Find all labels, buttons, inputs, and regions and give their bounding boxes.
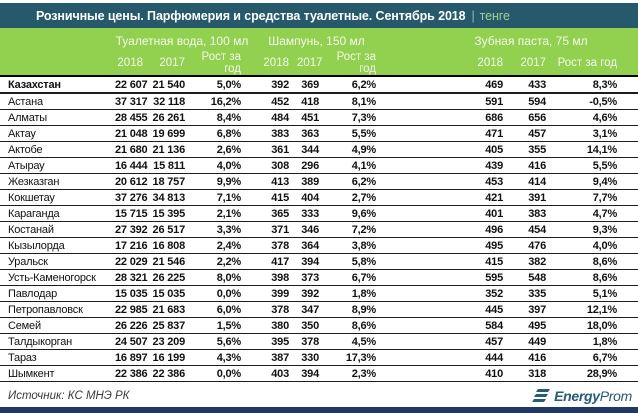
value-cell: 15 035 [151,286,193,302]
value-cell: 308 [249,158,297,174]
value-cell: 364 [297,238,327,254]
value-cell: 344 [297,142,327,158]
value-cell: 9,6% [327,206,384,222]
value-cell: 12,1% [554,302,638,318]
year-column-header: 2017 [297,51,327,76]
value-cell: 5,0% [193,76,249,93]
logo-text [554,388,632,404]
value-cell: 21 540 [151,76,193,93]
source-note: Источник: КС МНЭ РК [8,389,130,402]
value-cell: 14,1% [554,142,638,158]
value-cell: 8,4% [193,110,249,126]
title-divider: | [471,8,475,23]
value-cell: 433 [511,76,554,93]
value-cell: 369 [297,76,327,93]
value-cell: 26 225 [151,270,193,286]
page-title: Розничные цены. Парфюмерия и средства туалетные. Сентябрь 2018 [36,8,466,23]
value-cell: 7,3% [327,110,384,126]
table-row [0,110,638,126]
region-cell: Талдыкорган [0,334,115,350]
value-cell: 21 546 [151,254,193,270]
value-cell: 476 [511,238,554,254]
value-cell: 392 [297,286,327,302]
region-cell: Астана [0,93,115,110]
value-cell: 28 321 [115,270,151,286]
value-cell: 469 [384,76,511,93]
value-cell: 21 680 [115,142,151,158]
table-row [0,350,638,366]
value-cell: 8,6% [554,254,638,270]
value-cell: 330 [297,350,327,366]
value-cell: 16 897 [115,350,151,366]
table-row [0,238,638,254]
value-cell: 8,9% [327,302,384,318]
value-cell: 686 [384,110,511,126]
value-cell: 5,1% [554,286,638,302]
value-cell: 28 455 [115,110,151,126]
value-cell: 591 [384,93,511,110]
region-cell: Кокшетау [0,190,115,206]
logo-text-light: Prom [599,387,632,404]
column-group-header: Зубная паста, 75 мл [384,28,638,51]
value-cell: 37 317 [115,93,151,110]
value-cell: 21 136 [151,142,193,158]
year-column-header: 2018 [249,51,297,76]
value-cell: 495 [511,318,554,334]
region-cell: Семей [0,318,115,334]
table-row [0,126,638,142]
value-cell: 397 [511,302,554,318]
value-cell: 16 808 [151,238,193,254]
value-cell: 7,2% [327,222,384,238]
value-cell: 454 [511,222,554,238]
value-cell: 401 [384,206,511,222]
region-cell: Тараз [0,350,115,366]
value-cell: 333 [297,206,327,222]
value-cell: 355 [511,142,554,158]
value-cell: 0,0% [193,366,249,382]
value-cell: 392 [249,76,297,93]
value-cell: 15 715 [115,206,151,222]
table-body [0,76,638,382]
value-cell: 3,3% [193,222,249,238]
value-cell: 2,1% [193,206,249,222]
value-cell: 471 [384,126,511,142]
value-cell: 18 757 [151,174,193,190]
value-cell: 361 [249,142,297,158]
value-cell: 5,8% [327,254,384,270]
value-cell: 2,3% [327,366,384,382]
value-cell: 410 [384,366,511,382]
value-cell: 3,1% [554,126,638,142]
value-cell: 389 [297,174,327,190]
value-cell: 451 [297,110,327,126]
year-column-header: 2018 [115,51,151,76]
title-bar [0,3,638,28]
value-cell: 4,7% [554,206,638,222]
table-row [0,142,638,158]
value-cell: 584 [384,318,511,334]
table-row [0,76,638,93]
value-cell: 26 517 [151,222,193,238]
value-cell: 4,0% [554,238,638,254]
value-cell: 7,1% [193,190,249,206]
value-cell: 383 [511,206,554,222]
region-cell: Усть-Каменогорск [0,270,115,286]
value-cell: 457 [511,126,554,142]
value-cell: 18,0% [554,318,638,334]
value-cell: 22 386 [115,366,151,382]
value-cell: 22 985 [115,302,151,318]
table-row [0,254,638,270]
value-cell: 37 276 [115,190,151,206]
value-cell: 9,4% [554,174,638,190]
value-cell: 8,0% [193,270,249,286]
table-row [0,334,638,350]
logo-stripes-icon [534,389,549,402]
value-cell: 414 [511,174,554,190]
value-cell: 403 [249,366,297,382]
region-column-spacer [0,51,115,76]
region-cell: Костанай [0,222,115,238]
price-table [0,28,638,382]
year-column-header: 2017 [511,51,554,76]
value-cell: 2,7% [327,190,384,206]
value-cell: 9,3% [554,222,638,238]
value-cell: 5,5% [327,126,384,142]
value-cell: 8,3% [554,76,638,93]
value-cell: 404 [297,190,327,206]
value-cell: 1,8% [554,334,638,350]
value-cell: -0,5% [554,93,638,110]
value-cell: 26 261 [151,110,193,126]
growth-column-header: Рост за год [193,51,249,76]
value-cell: 418 [297,93,327,110]
value-cell: 439 [384,158,511,174]
table-row [0,318,638,334]
table-header [0,28,638,76]
value-cell: 405 [384,142,511,158]
value-cell: 453 [384,174,511,190]
value-cell: 382 [511,254,554,270]
region-cell: Алматы [0,110,115,126]
table-row [0,174,638,190]
value-cell: 34 813 [151,190,193,206]
footer [0,382,638,406]
table-row [0,158,638,174]
value-cell: 347 [297,302,327,318]
table-row [0,286,638,302]
value-cell: 4,5% [327,334,384,350]
region-cell: Караганда [0,206,115,222]
value-cell: 1,5% [193,318,249,334]
value-cell: 548 [511,270,554,286]
value-cell: 3,8% [327,238,384,254]
value-cell: 21 683 [151,302,193,318]
value-cell: 484 [249,110,297,126]
value-cell: 22 386 [151,366,193,382]
region-cell: Павлодар [0,286,115,302]
value-cell: 15 395 [151,206,193,222]
table-row [0,190,638,206]
region-cell: Жезказган [0,174,115,190]
value-cell: 496 [384,222,511,238]
year-column-header: 2017 [151,51,193,76]
value-cell: 383 [249,126,297,142]
logo-text-bold: Energy [554,387,600,404]
value-cell: 449 [511,334,554,350]
table-row [0,222,638,238]
value-cell: 394 [297,366,327,382]
value-cell: 445 [384,302,511,318]
value-cell: 20 612 [115,174,151,190]
region-cell: Уральск [0,254,115,270]
column-group-header: Шампунь, 150 мл [249,28,384,51]
value-cell: 5,6% [193,334,249,350]
table-row [0,302,638,318]
growth-column-header: Рост за год [554,51,638,76]
value-cell: 23 209 [151,334,193,350]
value-cell: 4,6% [554,110,638,126]
value-cell: 373 [297,270,327,286]
value-cell: 417 [249,254,297,270]
value-cell: 398 [249,270,297,286]
value-cell: 8,6% [327,318,384,334]
value-cell: 378 [297,334,327,350]
value-cell: 6,8% [193,126,249,142]
year-header-row [0,51,638,76]
region-cell: Атырау [0,158,115,174]
value-cell: 457 [384,334,511,350]
energyprom-logo [534,388,632,404]
value-cell: 26 226 [115,318,151,334]
value-cell: 5,5% [554,158,638,174]
bottom-bar [0,407,638,413]
value-cell: 21 048 [115,126,151,142]
value-cell: 416 [511,350,554,366]
value-cell: 8,6% [554,270,638,286]
value-cell: 594 [511,93,554,110]
column-group-row [0,28,638,51]
region-cell: Петропавловск [0,302,115,318]
value-cell: 378 [249,238,297,254]
value-cell: 2,6% [193,142,249,158]
value-cell: 363 [297,126,327,142]
value-cell: 394 [297,254,327,270]
value-cell: 413 [249,174,297,190]
value-cell: 22 607 [115,76,151,93]
value-cell: 595 [384,270,511,286]
value-cell: 296 [297,158,327,174]
value-cell: 452 [249,93,297,110]
year-column-header: 2018 [384,51,511,76]
region-cell: Казахстан [0,76,115,93]
value-cell: 19 699 [151,126,193,142]
value-cell: 365 [249,206,297,222]
table-row [0,270,638,286]
currency-unit-label: тенге [479,8,510,23]
value-cell: 8,1% [327,93,384,110]
value-cell: 4,1% [327,158,384,174]
value-cell: 378 [249,302,297,318]
region-cell: Актау [0,126,115,142]
value-cell: 17,3% [327,350,384,366]
value-cell: 15 035 [115,286,151,302]
value-cell: 421 [384,190,511,206]
column-group-header: Туалетная вода, 100 мл [115,28,249,51]
value-cell: 2,2% [193,254,249,270]
value-cell: 24 507 [115,334,151,350]
growth-column-header: Рост за год [327,51,384,76]
value-cell: 371 [249,222,297,238]
region-cell: Шымкент [0,366,115,382]
region-cell: Актобе [0,142,115,158]
value-cell: 16 199 [151,350,193,366]
value-cell: 25 837 [151,318,193,334]
value-cell: 16,2% [193,93,249,110]
value-cell: 416 [511,158,554,174]
table-row [0,93,638,110]
value-cell: 27 392 [115,222,151,238]
region-column-spacer [0,28,115,51]
value-cell: 4,0% [193,158,249,174]
value-cell: 444 [384,350,511,366]
table-row [0,366,638,382]
value-cell: 28,9% [554,366,638,382]
value-cell: 399 [249,286,297,302]
value-cell: 22 029 [115,254,151,270]
value-cell: 6,2% [327,174,384,190]
value-cell: 352 [384,286,511,302]
value-cell: 415 [384,254,511,270]
value-cell: 9,9% [193,174,249,190]
value-cell: 656 [511,110,554,126]
table-row [0,206,638,222]
value-cell: 395 [249,334,297,350]
region-cell: Кызылорда [0,238,115,254]
value-cell: 415 [249,190,297,206]
value-cell: 380 [249,318,297,334]
value-cell: 32 118 [151,93,193,110]
value-cell: 387 [249,350,297,366]
value-cell: 17 216 [115,238,151,254]
value-cell: 6,2% [327,76,384,93]
value-cell: 7,7% [554,190,638,206]
value-cell: 15 811 [151,158,193,174]
value-cell: 0,0% [193,286,249,302]
value-cell: 350 [297,318,327,334]
value-cell: 495 [384,238,511,254]
value-cell: 346 [297,222,327,238]
value-cell: 4,9% [327,142,384,158]
value-cell: 391 [511,190,554,206]
value-cell: 1,8% [327,286,384,302]
value-cell: 2,4% [193,238,249,254]
value-cell: 4,3% [193,350,249,366]
value-cell: 335 [511,286,554,302]
value-cell: 6,7% [327,270,384,286]
value-cell: 318 [511,366,554,382]
value-cell: 16 444 [115,158,151,174]
value-cell: 6,7% [554,350,638,366]
value-cell: 6,0% [193,302,249,318]
